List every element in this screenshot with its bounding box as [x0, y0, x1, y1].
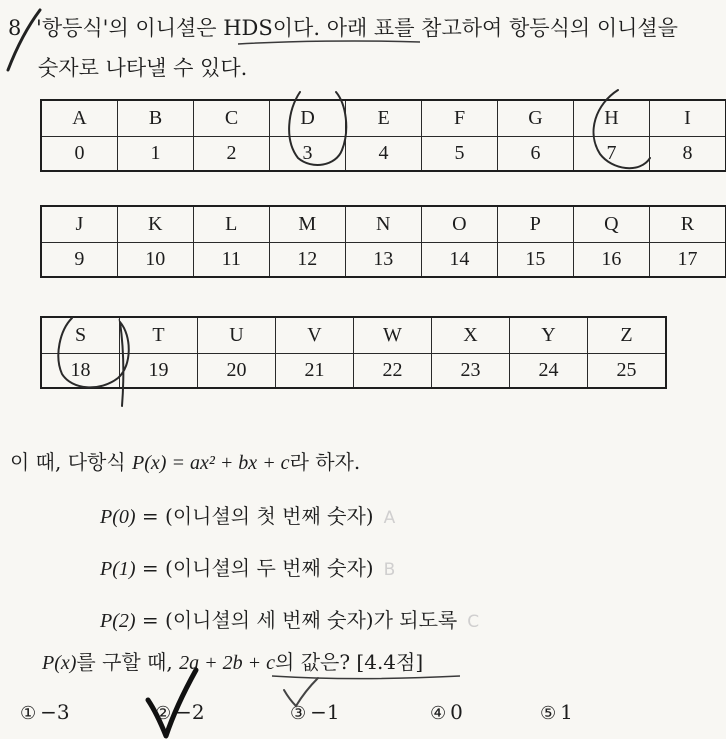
number-cell: 6	[497, 137, 573, 171]
p-line-1	[100, 552, 395, 581]
number-cell: 16	[573, 243, 649, 277]
question-ask	[42, 646, 423, 675]
number-row	[42, 354, 666, 388]
number-cell: 10	[117, 243, 193, 277]
number-cell: 24	[510, 354, 588, 388]
letter-row	[42, 101, 726, 137]
letter-cell: J	[42, 207, 118, 243]
choice-marker: ④	[430, 703, 447, 724]
number-cell: 23	[432, 354, 510, 388]
choice-5[interactable]	[540, 700, 620, 724]
letter-cell: W	[354, 318, 432, 354]
number-cell: 22	[354, 354, 432, 388]
number-cell: 19	[120, 354, 198, 388]
letter-table-3	[41, 317, 666, 388]
letter-cell: G	[497, 101, 573, 137]
number-cell: 18	[42, 354, 120, 388]
question-line-1	[8, 12, 678, 42]
choice-3[interactable]	[290, 700, 430, 724]
number-cell: 14	[421, 243, 497, 277]
p-line-2	[100, 604, 479, 633]
letter-cell: T	[120, 318, 198, 354]
p-lhs: P(2)	[100, 610, 136, 632]
letter-row	[42, 318, 666, 354]
number-cell: 0	[42, 137, 118, 171]
number-cell: 17	[649, 243, 725, 277]
letter-cell: H	[574, 101, 650, 137]
letter-cell: I	[650, 101, 726, 137]
condition-line	[10, 446, 360, 475]
condition-prefix: 이 때, 다항식	[10, 450, 133, 474]
number-cell: 13	[345, 243, 421, 277]
choice-value: 0	[450, 700, 463, 724]
number-cell: 9	[42, 243, 118, 277]
number-cell: 12	[269, 243, 345, 277]
letter-cell: C	[194, 101, 270, 137]
number-row	[42, 137, 726, 171]
number-cell: 15	[497, 243, 573, 277]
underline-expression	[272, 676, 460, 679]
number-row	[42, 243, 726, 277]
question-line-2: 숫자로 나타낼 수 있다.	[38, 56, 248, 80]
letter-cell: O	[421, 207, 497, 243]
letter-table-1	[41, 100, 726, 171]
letter-cell: A	[42, 101, 118, 137]
answer-choices	[20, 700, 620, 724]
number-cell: 11	[193, 243, 269, 277]
choice-marker: ③	[290, 703, 307, 724]
number-cell: 4	[346, 137, 422, 171]
p-lhs: P(1)	[100, 558, 136, 580]
letter-cell: V	[276, 318, 354, 354]
letter-cell: U	[198, 318, 276, 354]
number-cell: 3	[270, 137, 346, 171]
letter-cell: Z	[588, 318, 666, 354]
letter-cell: R	[649, 207, 725, 243]
choice-marker: ①	[20, 703, 37, 724]
handwritten-note: B	[383, 560, 396, 580]
choice-value: −2	[175, 700, 205, 724]
choice-1[interactable]	[20, 700, 155, 724]
number-cell: 8	[650, 137, 726, 171]
question-text-1: '항등식'의 이니셜은 HDS이다. 아래 표를 참고하여 항등식의 이니셜을	[36, 16, 678, 40]
number-cell: 7	[574, 137, 650, 171]
choice-value: −3	[40, 700, 70, 724]
number-cell: 5	[422, 137, 498, 171]
letter-cell: Y	[510, 318, 588, 354]
number-cell: 1	[118, 137, 194, 171]
letter-table-2	[41, 206, 726, 277]
choice-4[interactable]	[430, 700, 540, 724]
letter-cell: D	[270, 101, 346, 137]
ask-text: 를 구할 때,	[76, 650, 180, 674]
choice-value: 1	[560, 700, 573, 724]
letter-cell: B	[118, 101, 194, 137]
p-lhs: P(0)	[100, 506, 136, 528]
choice-marker: ⑤	[540, 703, 557, 724]
number-cell: 20	[198, 354, 276, 388]
p-text: = (이니셜의 두 번째 숫자)	[135, 556, 374, 580]
ask-tail: 의 값은? [4.4점]	[275, 650, 424, 674]
number-cell: 21	[276, 354, 354, 388]
letter-cell: L	[193, 207, 269, 243]
handwritten-note: C	[467, 612, 480, 632]
ask-expression: 2a + 2b + c	[179, 652, 276, 674]
p-text: = (이니셜의 첫 번째 숫자)	[135, 504, 374, 528]
condition-suffix: 라 하자.	[289, 450, 361, 474]
letter-cell: M	[269, 207, 345, 243]
handwritten-note: A	[383, 508, 396, 528]
choice-2[interactable]	[155, 700, 290, 724]
number-cell: 25	[588, 354, 666, 388]
letter-cell: E	[346, 101, 422, 137]
letter-cell: P	[497, 207, 573, 243]
choice-value: −1	[310, 700, 340, 724]
letter-cell: K	[117, 207, 193, 243]
letter-row	[42, 207, 726, 243]
p-text: = (이니셜의 세 번째 숫자)가 되도록	[135, 608, 458, 632]
polynomial: P(x) = ax² + bx + c	[132, 452, 290, 474]
letter-cell: Q	[573, 207, 649, 243]
letter-cell: X	[432, 318, 510, 354]
choice-marker: ②	[155, 703, 172, 724]
letter-cell: N	[345, 207, 421, 243]
letter-cell: F	[422, 101, 498, 137]
number-cell: 2	[194, 137, 270, 171]
ask-lhs: P(x)	[42, 652, 77, 674]
p-line-0	[100, 500, 395, 529]
question-number: 8.	[8, 16, 29, 40]
letter-cell: S	[42, 318, 120, 354]
